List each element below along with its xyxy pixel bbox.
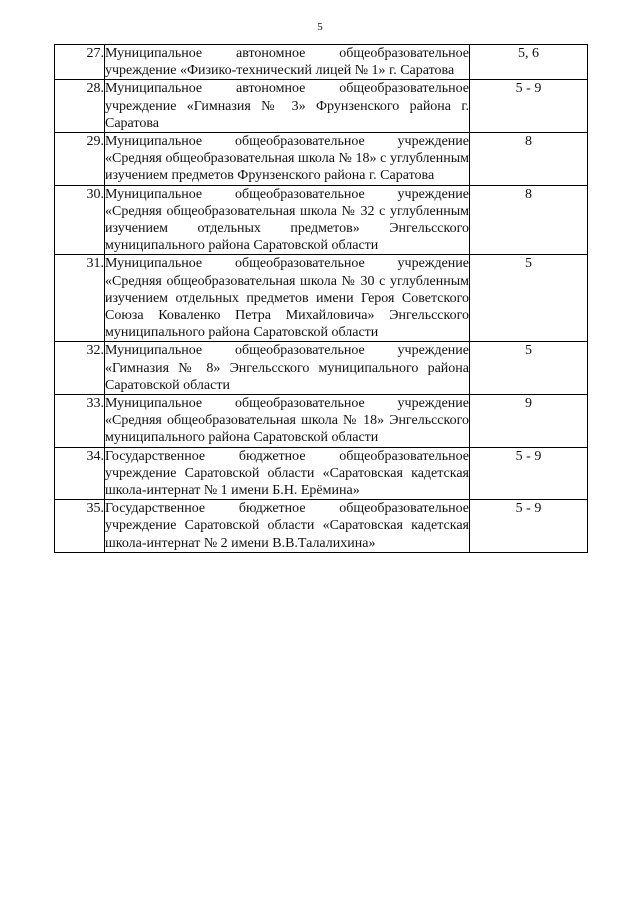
- table-row: [55, 342, 588, 395]
- institutions-table: [54, 44, 588, 553]
- table-row: [55, 45, 588, 80]
- institution-name: Муниципальное автономное общеобразовательное учреждение «Физико-технический лицей № 1» г. Саратова: [105, 46, 469, 79]
- grades-cell: 8: [470, 185, 588, 255]
- row-number: 28.: [55, 80, 105, 133]
- institution-name: Муниципальное общеобразовательное учреждение «Гимназия № 8» Энгельсского муниципального района Саратовской области: [105, 343, 469, 393]
- table-row: [55, 395, 588, 448]
- table-row: [55, 255, 588, 342]
- grades-cell: 5 - 9: [470, 447, 588, 500]
- institution-name: Государственное бюджетное общеобразовательное учреждение Саратовской области «Саратовская кадетская школа-интернат № 1 имени Б.Н. Ерёмина»: [105, 448, 469, 499]
- grades-cell: 5 - 9: [470, 80, 588, 133]
- grades-cell: 5 - 9: [470, 500, 588, 553]
- row-number: 32.: [55, 342, 105, 395]
- row-number: 35.: [55, 500, 105, 553]
- institution-name: Государственное бюджетное общеобразовательное учреждение Саратовской области «Саратовская кадетская школа-интернат № 2 имени В.В.Талалихина»: [105, 501, 469, 551]
- row-number: 31.: [55, 255, 105, 342]
- table-row: [55, 447, 588, 500]
- institution-name: Муниципальное автономное общеобразовательное учреждение «Гимназия № 3» Фрунзенского района г. Саратова: [105, 81, 469, 131]
- institution-name: Муниципальное общеобразовательное учреждение «Средняя общеобразовательная школа № 18» Энгельсского муниципального района Саратовской области: [105, 396, 469, 446]
- grades-cell: 5, 6: [470, 45, 588, 80]
- grades-cell: 5: [470, 342, 588, 395]
- table-row: [55, 185, 588, 255]
- row-number: 30.: [55, 185, 105, 255]
- grades-cell: 9: [470, 395, 588, 448]
- institution-name: Муниципальное общеобразовательное учреждение «Средняя общеобразовательная школа № 32 с углубленным изучением отдельных предметов» Энгельсского муниципального района Саратовской области: [105, 186, 469, 254]
- row-number: 34.: [55, 447, 105, 500]
- table-row: [55, 133, 588, 186]
- grades-cell: 8: [470, 133, 588, 186]
- institution-name: Муниципальное общеобразовательное учреждение «Средняя общеобразовательная школа № 18» с углубленным изучением предметов Фрунзенского района г. Саратова: [105, 134, 469, 184]
- row-number: 33.: [55, 395, 105, 448]
- grades-cell: 5: [470, 255, 588, 342]
- institution-name: Муниципальное общеобразовательное учреждение «Средняя общеобразовательная школа № 30 с углубленным изучением отдельных предметов имени Героя Советского Союза Коваленко Петра Михайловича» Энгельсского муниципального района Саратовской области: [105, 256, 469, 341]
- row-number: 29.: [55, 133, 105, 186]
- row-number: 27.: [55, 45, 105, 80]
- table-row: [55, 500, 588, 553]
- page-number: 5: [317, 21, 323, 33]
- table-row: [55, 80, 588, 133]
